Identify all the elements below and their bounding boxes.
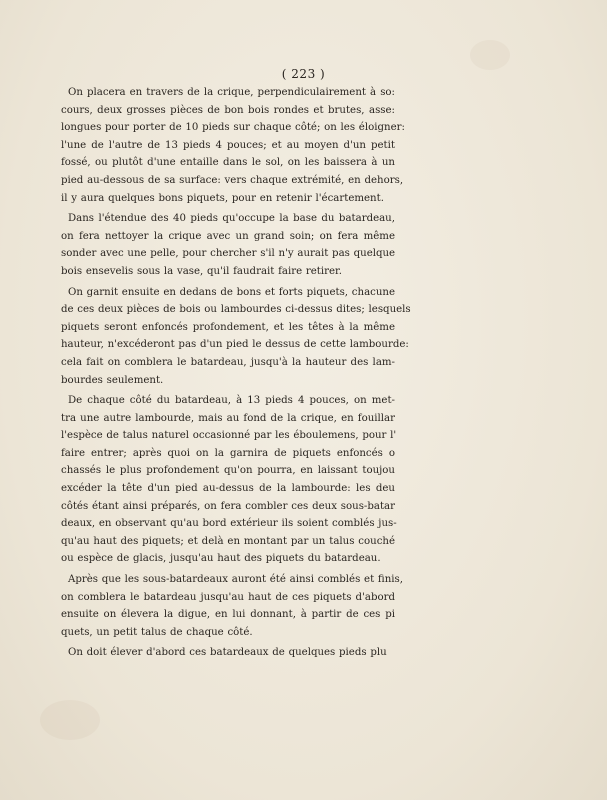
text-line: cela fait on comblera le batardeau, jusqu'à la hauteur des lam- [61, 356, 395, 368]
paragraph [61, 210, 395, 280]
text-line: côtés étant ainsi préparés, on fera combler ces deux sous-batar [61, 500, 395, 512]
text-line: Après que les sous-batardeaux auront été ainsi comblés et finis, [68, 574, 403, 586]
text-line: pied au-dessous de sa surface: vers chaque extrémité, en dehors, [61, 174, 404, 186]
text-line: Dans l'étendue des 40 pieds qu'occupe la base du batardeau, [68, 213, 395, 225]
paragraph [61, 392, 395, 568]
text-line: qu'au haut des piquets; et delà en montant par un talus couché [61, 535, 395, 547]
page-number: ( 223 ) [281, 67, 326, 81]
text-line: fossé, ou plutôt d'une entaille dans le sol, on les baissera à un [61, 157, 395, 169]
text-line: on fera nettoyer la crique avec un grand soin; on fera même [61, 230, 395, 242]
paper-stain [470, 40, 510, 70]
paper-stain [40, 700, 100, 740]
paragraph [61, 84, 405, 207]
body-text [61, 84, 411, 665]
text-line: ou espèce de glacis, jusqu'au haut des piquets du batardeau. [61, 553, 381, 565]
text-line: On garnit ensuite en dedans de bons et forts piquets, chacune [68, 286, 395, 298]
text-line: cours, deux grosses pièces de bon bois rondes et brutes, asse: [61, 104, 395, 116]
text-line: quets, un petit talus de chaque côté. [61, 626, 253, 638]
text-line: longues pour porter de 10 pieds sur chaque côté; on les éloigner: [61, 122, 405, 134]
text-line: l'espèce de talus naturel occasionné par les éboulemens, pour l' [61, 430, 397, 442]
text-line: piquets seront enfoncés profondement, et les têtes à la même [61, 321, 395, 333]
text-line: l'une de l'autre de 13 pieds 4 pouces; et au moyen d'un petit [61, 139, 395, 151]
text-line: excéder la tête d'un pied au-dessus de la lambourde: les deu [61, 483, 395, 495]
text-line: De chaque côté du batardeau, à 13 pieds 4 pouces, on met- [68, 395, 395, 407]
text-line: bois ensevelis sous la vase, qu'il faudrait faire retirer. [61, 265, 342, 277]
text-line: on comblera le batardeau jusqu'au haut de ces piquets d'abord [61, 591, 395, 603]
text-line: bourdes seulement. [61, 374, 164, 386]
text-line: faire entrer; après quoi on la garnira de piquets enfoncés o [61, 447, 395, 459]
text-line: de ces deux pièces de bois ou lambourdes ci-dessus dites; lesquels [61, 304, 411, 316]
text-line: il y aura quelques bons piquets, pour en retenir l'écartement. [61, 192, 384, 204]
text-line: sonder avec une pelle, pour chercher s'il n'y aurait pas quelque [61, 248, 396, 260]
text-line: chassés le plus profondement qu'on pourra, en laissant toujou [61, 465, 395, 477]
text-line: deaux, en observant qu'au bord extérieur ils soient comblés jus- [61, 518, 397, 530]
paragraph [61, 644, 395, 662]
text-line: On placera en travers de la crique, perpendiculairement à so: [68, 87, 395, 98]
text-line: tra une autre lambourde, mais au fond de la crique, en fouillar [61, 412, 395, 424]
paragraph [61, 284, 411, 390]
text-line: ensuite on élevera la digue, en lui donnant, à partir de ces pi [61, 609, 395, 621]
text-line: hauteur, n'excéderont pas d'un pied le dessus de cette lambourde: [61, 339, 409, 351]
text-line: On doit élever d'abord ces batardeaux de quelques pieds plu [68, 647, 387, 659]
paragraph [61, 571, 403, 641]
